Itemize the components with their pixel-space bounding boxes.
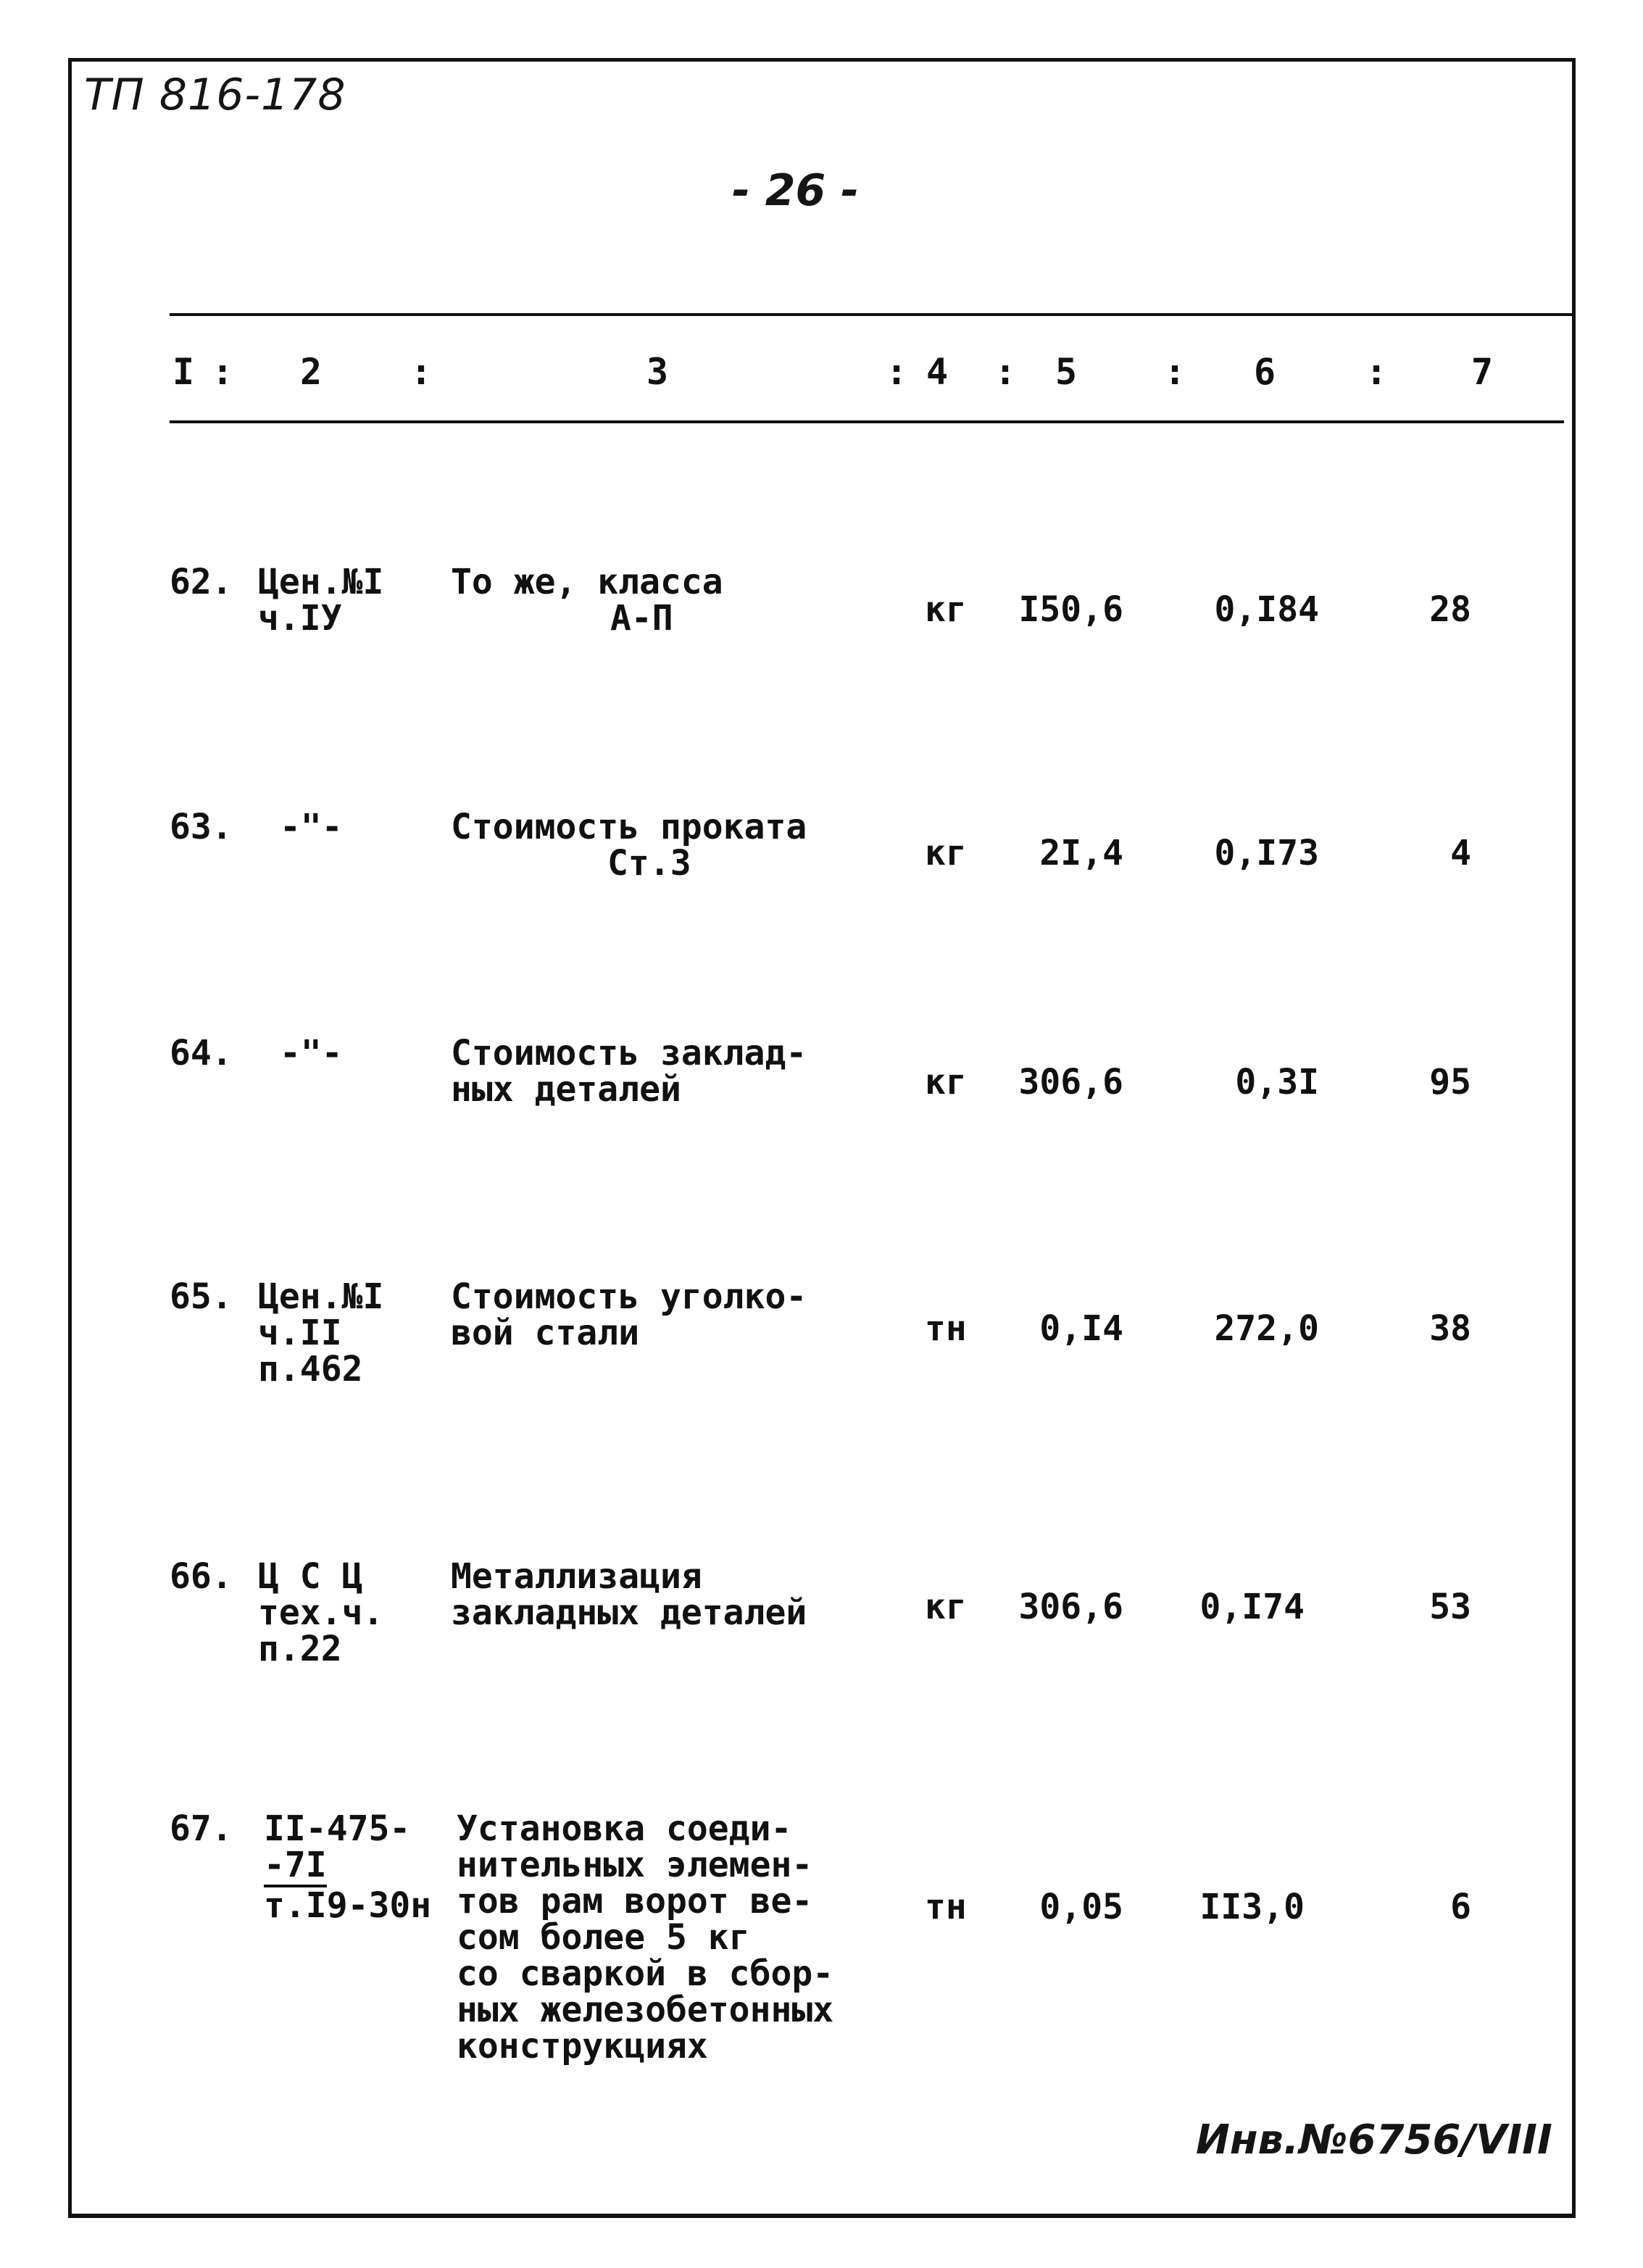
row-number: 64. <box>170 1033 233 1073</box>
row-number: 66. <box>170 1556 233 1597</box>
row-price: 272,0 <box>1214 1308 1319 1349</box>
row-unit: кг <box>925 1062 967 1102</box>
row-price: 0,I73 <box>1214 833 1319 873</box>
column-separator: : <box>410 351 433 393</box>
row-quantity: 2I,4 <box>1039 833 1123 873</box>
column-header-7: 7 <box>1471 351 1494 393</box>
row-quantity: I50,6 <box>1018 589 1123 630</box>
row-total: 4 <box>1450 833 1471 873</box>
column-separator: : <box>1164 351 1186 393</box>
row-price: 0,I74 <box>1199 1587 1305 1627</box>
column-header-4: 4 <box>926 351 949 393</box>
column-header-3: 3 <box>646 351 669 393</box>
row-total: 38 <box>1429 1308 1471 1349</box>
row-number: 62. <box>170 562 233 602</box>
row-total: 28 <box>1429 589 1471 630</box>
table-header-rule <box>170 420 1564 423</box>
row-price: II3,0 <box>1199 1887 1305 1927</box>
row-description: Стоимость заклад- ных деталей <box>451 1033 807 1110</box>
row-description: Стоимость уголко- вой стали <box>451 1276 807 1353</box>
row-number: 67. <box>170 1808 233 1849</box>
row-quantity: 306,6 <box>1018 1587 1123 1627</box>
row-total: 53 <box>1429 1587 1471 1627</box>
column-separator: : <box>212 351 234 393</box>
column-header-1: I <box>172 351 195 393</box>
column-header-2: 2 <box>300 351 323 393</box>
row-price: 0,3I <box>1235 1062 1319 1102</box>
row-description: То же, класса А-П <box>451 562 723 639</box>
row-source: -"- <box>280 1033 343 1073</box>
row-description: Установка соеди- нительных элемен- тов рам ворот ве- сом более 5 кг со сваркой в сбор- ных железобетонных конструкциях <box>457 1808 834 2066</box>
row-description: Металлизация закладных деталей <box>451 1556 807 1633</box>
row-quantity: 0,I4 <box>1039 1308 1123 1349</box>
row-unit: тн <box>925 1308 967 1349</box>
page-number: - 26 - <box>732 165 860 216</box>
row-quantity: 306,6 <box>1018 1062 1123 1102</box>
row-unit: кг <box>925 589 967 630</box>
row-source: Цен.№I ч.IУ <box>258 562 384 639</box>
row-number: 63. <box>170 807 233 847</box>
column-header-5: 5 <box>1055 351 1078 393</box>
row-source: -"- <box>280 807 343 847</box>
row-total: 6 <box>1450 1887 1471 1927</box>
row-unit: тн <box>925 1887 967 1927</box>
column-separator: : <box>886 351 908 393</box>
inventory-number: Инв.№6756/VIII <box>1196 2117 1552 2164</box>
row-unit: кг <box>925 1587 967 1627</box>
table-top-rule <box>170 313 1576 316</box>
column-header-6: 6 <box>1254 351 1276 393</box>
row-price: 0,I84 <box>1214 589 1319 630</box>
row-number: 65. <box>170 1276 233 1317</box>
row-total: 95 <box>1429 1062 1471 1102</box>
column-separator: : <box>1365 351 1388 393</box>
column-separator: : <box>994 351 1017 393</box>
row-source: Ц С Ц тех.ч. п.22 <box>258 1556 384 1669</box>
series-code: ТП 816-178 <box>84 70 346 120</box>
row-description: Стоимость проката Ст.3 <box>451 807 807 884</box>
row-source: Цен.№I ч.II п.462 <box>258 1276 384 1390</box>
row-unit: кг <box>925 833 967 873</box>
row-source: II-475- -7I т.I9-30н <box>264 1808 432 1926</box>
row-quantity: 0,05 <box>1039 1887 1123 1927</box>
